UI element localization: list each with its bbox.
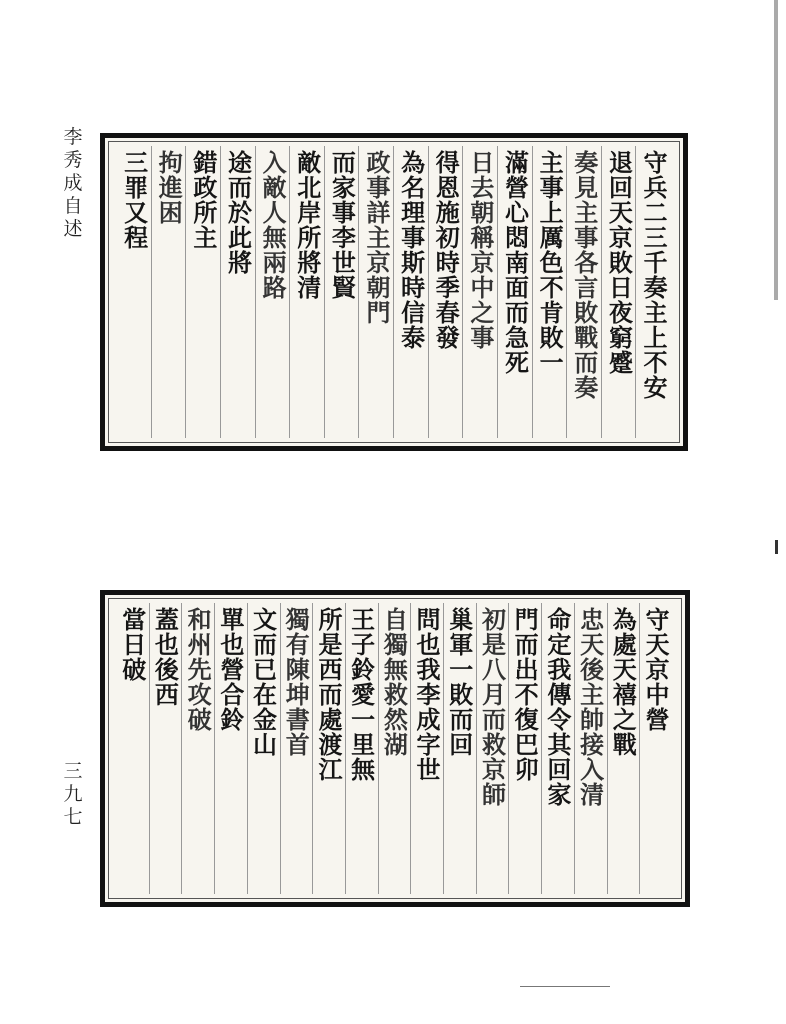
- book-title: 李秀成自述: [63, 126, 83, 240]
- manuscript-column: 為名理事斯時信泰: [396, 150, 426, 350]
- column-rule: [378, 603, 379, 894]
- column-rule: [247, 603, 248, 894]
- manuscript-plate-bottom: [100, 590, 690, 907]
- manuscript-column: 得恩施初時季春發: [431, 150, 461, 350]
- manuscript-column: 蓋也後西: [150, 607, 180, 707]
- manuscript-column: 退回天京敗日夜窮蹙: [604, 150, 634, 375]
- column-rule: [214, 603, 215, 894]
- manuscript-column: 巢軍一敗而回: [444, 607, 474, 757]
- column-rule: [289, 146, 290, 438]
- stray-mark-right: [775, 540, 778, 554]
- column-rule: [497, 146, 498, 438]
- manuscript-column: 命定我傳令其回家: [542, 607, 572, 807]
- column-rule: [476, 603, 477, 894]
- page-number: 三九七: [63, 760, 83, 828]
- manuscript-column: 初是八月而救京師: [477, 607, 507, 807]
- manuscript-column: 途而於此將: [223, 150, 253, 275]
- column-rule: [635, 146, 636, 438]
- column-rule: [358, 146, 359, 438]
- manuscript-column: 自獨無救然湖: [379, 607, 409, 757]
- manuscript-column: 敵北岸所將清: [292, 150, 322, 300]
- column-rule: [149, 603, 150, 894]
- column-rule: [462, 146, 463, 438]
- column-rule: [345, 603, 346, 894]
- manuscript-column: 日去朝稱京中之事: [465, 150, 495, 350]
- column-rule: [443, 603, 444, 894]
- manuscript-column: 入敵人無兩路: [258, 150, 288, 300]
- manuscript-column: 守天京中營: [641, 607, 670, 732]
- manuscript-column: 所是西而處渡江: [313, 607, 343, 782]
- manuscript-column: 滿營心悶南面而急死: [500, 150, 530, 375]
- stray-mark-bottom: [520, 986, 610, 987]
- manuscript-column: 守兵二三千奏主上不安: [639, 150, 668, 400]
- column-rule: [312, 603, 313, 894]
- column-rule: [607, 603, 608, 894]
- column-rule: [428, 146, 429, 438]
- manuscript-column: 奏見主事各言敗戰而奏: [569, 150, 599, 400]
- manuscript-column: 拘進困: [154, 150, 184, 225]
- column-rule: [324, 146, 325, 438]
- manuscript-plate-top: [100, 133, 688, 451]
- manuscript-column: 門而出不復巴卯: [510, 607, 540, 782]
- manuscript-column: 獨有陳坤書首: [281, 607, 311, 757]
- manuscript-column: 而家事李世賢: [327, 150, 357, 300]
- column-rule: [601, 146, 602, 438]
- manuscript-column: 錯政所主: [188, 150, 218, 250]
- manuscript-column: 忠天後主帥接入清: [575, 607, 605, 807]
- manuscript-column: 單也營合鈴: [215, 607, 245, 732]
- column-rule: [410, 603, 411, 894]
- manuscript-column: 和州先攻破: [183, 607, 213, 732]
- manuscript-column: 主事上厲色不肯敗一: [535, 150, 565, 375]
- column-rule: [393, 146, 394, 438]
- manuscript-column: 為處天禧之戰: [608, 607, 638, 757]
- column-rule: [280, 603, 281, 894]
- column-rule: [541, 603, 542, 894]
- column-rule: [566, 146, 567, 438]
- column-rule: [508, 603, 509, 894]
- column-rule: [532, 146, 533, 438]
- column-rule: [220, 146, 221, 438]
- manuscript-column: 問也我李成字世: [412, 607, 442, 782]
- manuscript-column: 三罪又程: [119, 150, 149, 250]
- manuscript-column: 當日破: [117, 607, 147, 682]
- manuscript-column: 王子鈴愛一里無: [346, 607, 376, 782]
- column-rule: [151, 146, 152, 438]
- column-rule: [255, 146, 256, 438]
- column-rule: [639, 603, 640, 894]
- column-rule: [181, 603, 182, 894]
- column-rule: [185, 146, 186, 438]
- column-rule: [574, 603, 575, 894]
- manuscript-column: 政事詳主京朝門: [362, 150, 391, 325]
- stray-mark-right-top: [774, 0, 778, 300]
- manuscript-column: 文而已在金山: [248, 607, 278, 757]
